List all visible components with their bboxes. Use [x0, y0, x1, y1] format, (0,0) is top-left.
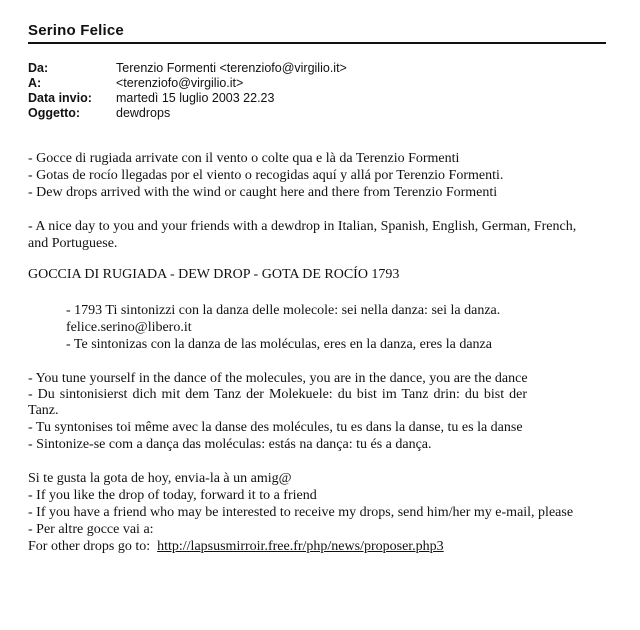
greeting-line: and Portuguese.: [28, 236, 118, 251]
translation-line: - Tu syntonises toi même avec la danse des molécules, tu es dans la danse, tu es la danse: [28, 420, 523, 435]
header-label: Oggetto:: [28, 106, 81, 120]
other-drops-label: For other drops go to:: [28, 539, 151, 554]
poem-line: - 1793 Ti sintonizzi con la danza delle molecole: sei nella danza: sei la danza.: [66, 303, 501, 318]
translation-line: - You tune yourself in the dance of the molecules, you are in the dance, you are the dance: [28, 371, 528, 386]
closing-line: - Per altre gocce vai a:: [28, 522, 154, 537]
header-from-row: [28, 60, 347, 76]
closing-line: - If you like the drop of today, forward it to a friend: [28, 488, 317, 503]
header-label: Da:: [28, 61, 49, 75]
author-email-link[interactable]: felice.serino@libero.it: [66, 320, 192, 335]
header-label: A:: [28, 76, 42, 90]
header-divider: [28, 42, 606, 44]
intro-line: - Dew drops arrived with the wind or caught here and there from Terenzio Formenti: [28, 185, 498, 200]
intro-line: - Gocce di rugiada arrivate con il vento o colte qua e là da Terenzio Formenti: [28, 151, 460, 166]
other-drops-link[interactable]: http://lapsusmirroir.free.fr/php/news/proposer.php3: [157, 539, 444, 554]
header-value-to[interactable]: <terenziofo@virgilio.it>: [116, 76, 244, 90]
greeting-line: - A nice day to you and your friends with a dewdrop in Italian, Spanish, English, German, French,: [28, 219, 577, 234]
header-value-subject: dewdrops: [116, 106, 171, 120]
closing-line: - If you have a friend who may be interested to receive my drops, send him/her my e-mail, please: [28, 505, 574, 520]
header-value-from[interactable]: Terenzio Formenti <terenziofo@virgilio.it>: [116, 61, 347, 75]
translation-line: Tanz.: [28, 403, 59, 418]
closing-line: Si te gusta la gota de hoy, envia-la à un amig@: [28, 471, 292, 486]
poem-title: GOCCIA DI RUGIADA - DEW DROP - GOTA DE ROCÍO 1793: [28, 267, 400, 282]
header-value-date: martedì 15 luglio 2003 22.23: [116, 91, 275, 105]
intro-line: - Gotas de rocío llegadas por el viento o recogidas aquí y allá por Terenzio Formenti.: [28, 168, 504, 183]
header-label: Data invio:: [28, 91, 92, 105]
header-subject-row: [28, 105, 170, 121]
translation-line: - Du sintonisierst dich mit dem Tanz der Molekuele: du bist im Tanz drin: du bist der: [28, 387, 528, 402]
translation-line: - Sintonize-se com a dança das moléculas: estás na dança: tu és a dança.: [28, 437, 432, 452]
other-drops-line: [28, 538, 444, 556]
header-to-row: [28, 75, 243, 91]
header-date-row: [28, 90, 274, 106]
poem-line: - Te sintonizas con la danza de las moléculas, eres en la danza, eres la danza: [66, 337, 492, 352]
sender-name: Serino Felice: [28, 22, 124, 39]
